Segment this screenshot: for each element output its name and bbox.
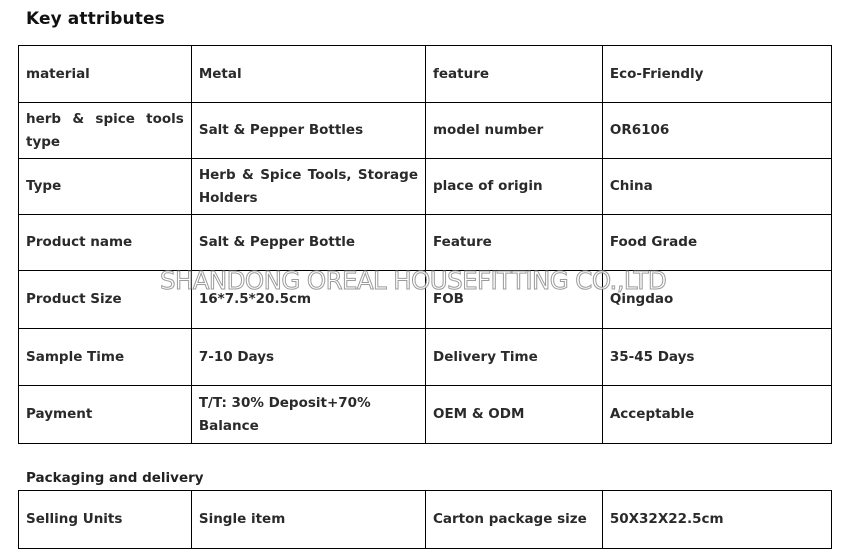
attribute-value: Food Grade <box>602 215 831 271</box>
attribute-value: 16*7.5*20.5cm <box>191 271 425 329</box>
attribute-value: Salt & Pepper Bottles <box>191 103 425 159</box>
packaging-heading: Packaging and delivery <box>26 470 204 486</box>
attribute-key: herb & spice tools type <box>19 103 192 159</box>
table-row <box>19 329 832 386</box>
attribute-key: feature <box>425 46 602 103</box>
table-row <box>19 46 832 103</box>
attribute-value: China <box>602 159 831 215</box>
table-row <box>19 491 832 549</box>
attribute-key: place of origin <box>425 159 602 215</box>
table-row <box>19 271 832 329</box>
key-attributes-heading: Key attributes <box>26 9 165 29</box>
attribute-key: model number <box>425 103 602 159</box>
attribute-value: Qingdao <box>602 271 831 329</box>
table-row <box>19 215 832 271</box>
attribute-value: 7-10 Days <box>191 329 425 386</box>
attribute-key: Sample Time <box>19 329 192 386</box>
attribute-value: 35-45 Days <box>602 329 831 386</box>
attribute-key: Payment <box>19 386 192 444</box>
attribute-value: Acceptable <box>602 386 831 444</box>
attribute-key: Type <box>19 159 192 215</box>
attribute-key: Product Size <box>19 271 192 329</box>
packaging-table <box>18 490 832 549</box>
attribute-value: Herb & Spice Tools, Storage Holders <box>191 159 425 215</box>
attribute-key: FOB <box>425 271 602 329</box>
attribute-value: Metal <box>191 46 425 103</box>
attribute-key: Feature <box>425 215 602 271</box>
key-attributes-table <box>18 45 832 444</box>
table-row <box>19 159 832 215</box>
attribute-key: Product name <box>19 215 192 271</box>
table-row <box>19 103 832 159</box>
company-watermark: SHANDONG OREAL HOUSEFITTING CO.,LTD <box>160 266 667 295</box>
attribute-key: Selling Units <box>19 491 192 549</box>
attribute-key: Delivery Time <box>425 329 602 386</box>
attribute-key: material <box>19 46 192 103</box>
attribute-value: T/T: 30% Deposit+70% Balance <box>191 386 425 444</box>
attribute-key: Carton package size <box>425 491 602 549</box>
attribute-key: OEM & ODM <box>425 386 602 444</box>
attribute-value: Salt & Pepper Bottle <box>191 215 425 271</box>
attribute-value: Single item <box>191 491 425 549</box>
attribute-value: Eco-Friendly <box>602 46 831 103</box>
attribute-value: 50X32X22.5cm <box>602 491 831 549</box>
table-row <box>19 386 832 444</box>
attribute-value: OR6106 <box>602 103 831 159</box>
